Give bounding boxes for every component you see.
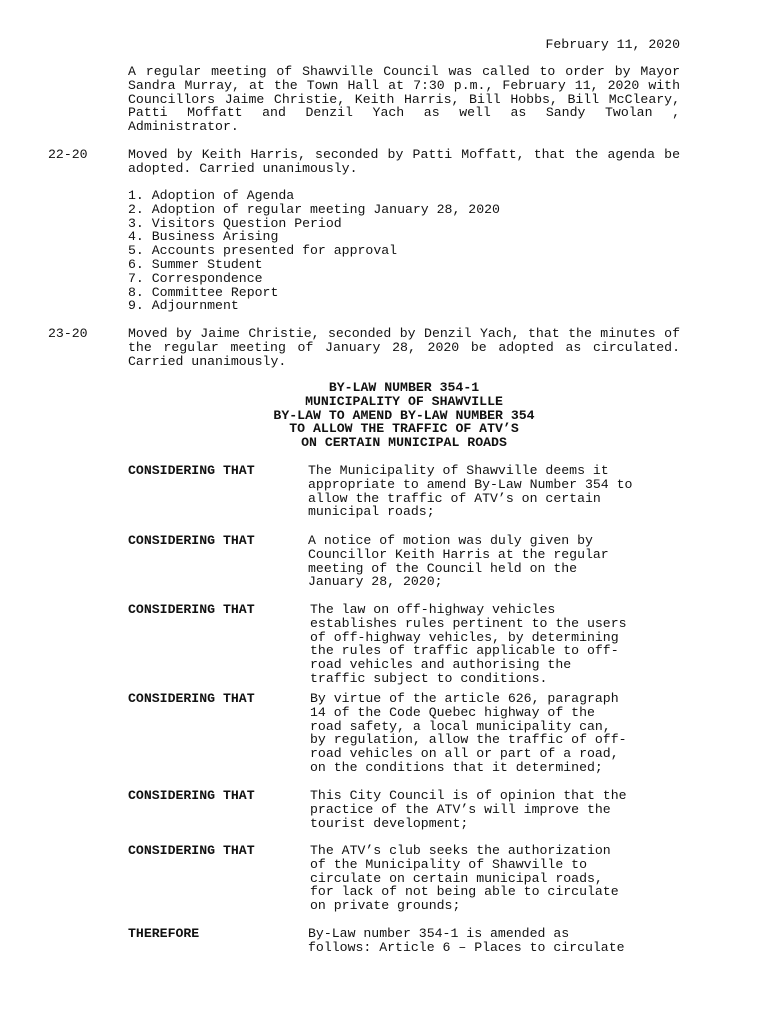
clause-text: By virtue of the article 626, paragraph 14 of the Code Quebec highway of the road safety, a local municipality can, by regulation, allow the traffic of off- road vehicles on all or part of a road, on the conditions that it determined;	[310, 691, 627, 775]
bylaw-title-line: ON CERTAIN MUNICIPAL ROADS	[301, 435, 507, 451]
clause-text: The Municipality of Shawville deems it appropriate to amend By-Law Number 354 to allow the traffic of ATV’s on certain municipal roads;	[308, 463, 633, 520]
clause-label: CONSIDERING THAT	[128, 788, 255, 803]
document-date: February 11, 2020	[545, 37, 680, 52]
agenda-item: 8. Committee Report	[128, 284, 279, 300]
clause-label: CONSIDERING THAT	[128, 463, 255, 478]
bylaw-title-line: MUNICIPALITY OF SHAWVILLE	[305, 393, 503, 409]
clause-label: CONSIDERING THAT	[128, 691, 255, 706]
clause-text: A notice of motion was duly given by Councillor Keith Harris at the regular meeting of the Council held on the January 28, 2020;	[308, 533, 609, 590]
agenda-list	[128, 189, 500, 313]
agenda-item: 9. Adjournment	[128, 298, 239, 314]
clause-label: CONSIDERING THAT	[128, 533, 255, 548]
agenda-item: 6. Summer Student	[128, 256, 263, 272]
meeting-intro-paragraph: A regular meeting of Shawville Council was called to order by Mayor Sandra Murray, at the Town Hall at 7:30 p.m., February 11, 2020 with Councillors Jaime Christie, Keith Harris, Bill Hobbs, Bill McCleary, Patti Moffatt and Denzil Yach as well as Sandy Twolan , Administrator.	[128, 64, 680, 135]
agenda-item: 1. Adoption of Agenda	[128, 188, 295, 203]
bylaw-title-line: BY-LAW NUMBER 354-1	[328, 380, 480, 395]
motion-number: 23-20	[48, 326, 88, 341]
agenda-item: 5. Accounts presented for approval	[128, 243, 398, 259]
agenda-item: 3. Visitors Question Period	[128, 215, 342, 231]
clause-text: This City Council is of opinion that the practice of the ATV’s will improve the tourist development;	[310, 788, 627, 831]
motion-text: Moved by Keith Harris, seconded by Patti Moffatt, that the agenda be adopted. Carried unanimously.	[128, 147, 680, 176]
clause-text-therefore: By-Law number 354-1 is amended as follows: Article 6 – Places to circulate	[308, 926, 625, 955]
bylaw-title-line: TO ALLOW THE TRAFFIC OF ATV’S	[289, 421, 519, 437]
motion-text: Moved by Jaime Christie, seconded by Denzil Yach, that the minutes of the regular meeting of January 28, 2020 be adopted as circulated. Carried unanimously.	[128, 326, 680, 369]
agenda-item: 4. Business Arising	[128, 229, 279, 245]
clause-label: CONSIDERING THAT	[128, 843, 255, 858]
clause-text: The ATV’s club seeks the authorization of the Municipality of Shawville to circulate on certain municipal roads, for lack of not being able to circulate on private grounds;	[310, 843, 619, 914]
motion-number: 22-20	[48, 147, 88, 162]
bylaw-title	[128, 381, 680, 450]
agenda-item: 7. Correspondence	[128, 270, 263, 286]
clause-text: The law on off-highway vehicles establishes rules pertinent to the users of off-highway vehicles, by determining the rules of traffic applicable to off- road vehicles and authorising the traffic subject to conditions.	[310, 602, 627, 686]
agenda-item: 2. Adoption of regular meeting January 28, 2020	[128, 201, 500, 217]
clause-label: CONSIDERING THAT	[128, 602, 255, 617]
bylaw-title-line: BY-LAW TO AMEND BY-LAW NUMBER 354	[273, 407, 535, 423]
clause-label-therefore: THEREFORE	[128, 926, 200, 941]
